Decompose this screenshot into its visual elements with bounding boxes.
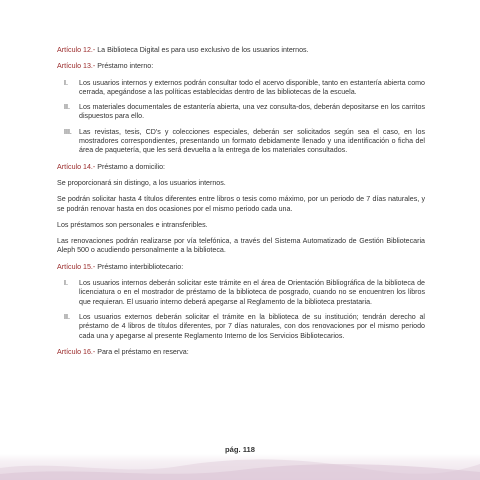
list-number: III. [64, 127, 72, 136]
list-number: II. [64, 103, 70, 112]
article-15-list [57, 279, 425, 341]
list-text: Las revistas, tesis, CD's y colecciones especiales, deberán ser solicitados según sea el caso, en los mostradores correspondientes, presentando un formato debidamente llenado y una identificación o ficha del área de paquetería, que les será devuelta a la entrega de los materiales consultados. [79, 127, 425, 155]
paragraph: Las renovaciones podrán realizarse por vía telefónica, a través del Sistema Automatizado de Gestión Bibliotecaria Aleph 500 o acudiendo personalmente a la biblioteca. [57, 237, 425, 255]
article-13-list [57, 79, 425, 156]
article-label: Artículo 13.- [57, 62, 96, 71]
list-text: Los materiales documentales de estantería abierta, una vez consulta-dos, deberán depositarse en los carritos dispuestos para ello. [79, 103, 425, 121]
list-item [57, 313, 425, 341]
paragraph: Se podrán solicitar hasta 4 títulos diferentes entre libros o tesis como máximo, por un periodo de 7 días naturales, y se podrán renovar hasta en dos ocasiones por el mismo periodo cada una. [57, 195, 425, 213]
article-12 [57, 46, 425, 55]
article-label: Artículo 16.- [57, 347, 96, 356]
article-text: Préstamo interbibliotecario: [95, 262, 184, 271]
decorative-footer-band [0, 454, 480, 480]
article-16 [57, 348, 425, 357]
list-text: Los usuarios externos deberán solicitar el trámite en la biblioteca de su institución; tendrán derecho al préstamo de 4 libros de títulos diferentes, por 7 días naturales, con dos renovaciones por el mismo periodo cada una y apegarse al presente Reglamento Interno de los Servicios Bibliotecarios. [79, 312, 425, 340]
page-number: pág. 118 [225, 445, 255, 454]
decorative-wave [0, 454, 480, 480]
list-item [57, 128, 425, 156]
list-number: II. [64, 312, 70, 321]
article-text: La Biblioteca Digital es para uso exclusivo de los usuarios internos. [95, 46, 309, 54]
list-item [57, 79, 425, 98]
article-text: Préstamo interno: [95, 62, 154, 71]
list-text: Los usuarios internos deberán solicitar este trámite en el área de Orientación Bibliográfica de la biblioteca de licenciatura o en el mostrador de préstamo de la biblioteca de posgrado, cuando no se encuentren los libros que requieran. El usuario interno deberá apegarse al Reglamento de la biblioteca prestataria. [79, 279, 425, 306]
list-text: Los usuarios internos y externos podrán consultar todo el acervo disponible, tanto en estantería abierta como cerrada, apegándose a las políticas establecidas dentro de las bibliotecas de la escuela. [79, 78, 425, 96]
article-text: Para el préstamo en reserva: [95, 347, 189, 356]
article-label: Artículo 14.- [57, 162, 96, 171]
article-14 [57, 163, 425, 172]
article-13 [57, 62, 425, 71]
list-item [57, 279, 425, 307]
article-text: Préstamo a domicilio: [95, 162, 166, 171]
article-label: Artículo 12.- [57, 46, 96, 54]
document-body [57, 46, 425, 364]
list-item [57, 103, 425, 122]
paragraph: Los préstamos son personales e intransferibles. [57, 220, 208, 229]
list-number: I. [64, 78, 68, 87]
article-15 [57, 263, 425, 272]
list-number: I. [64, 279, 68, 288]
article-label: Artículo 15.- [57, 262, 96, 271]
paragraph: Se proporcionará sin distingo, a los usuarios internos. [57, 178, 226, 187]
